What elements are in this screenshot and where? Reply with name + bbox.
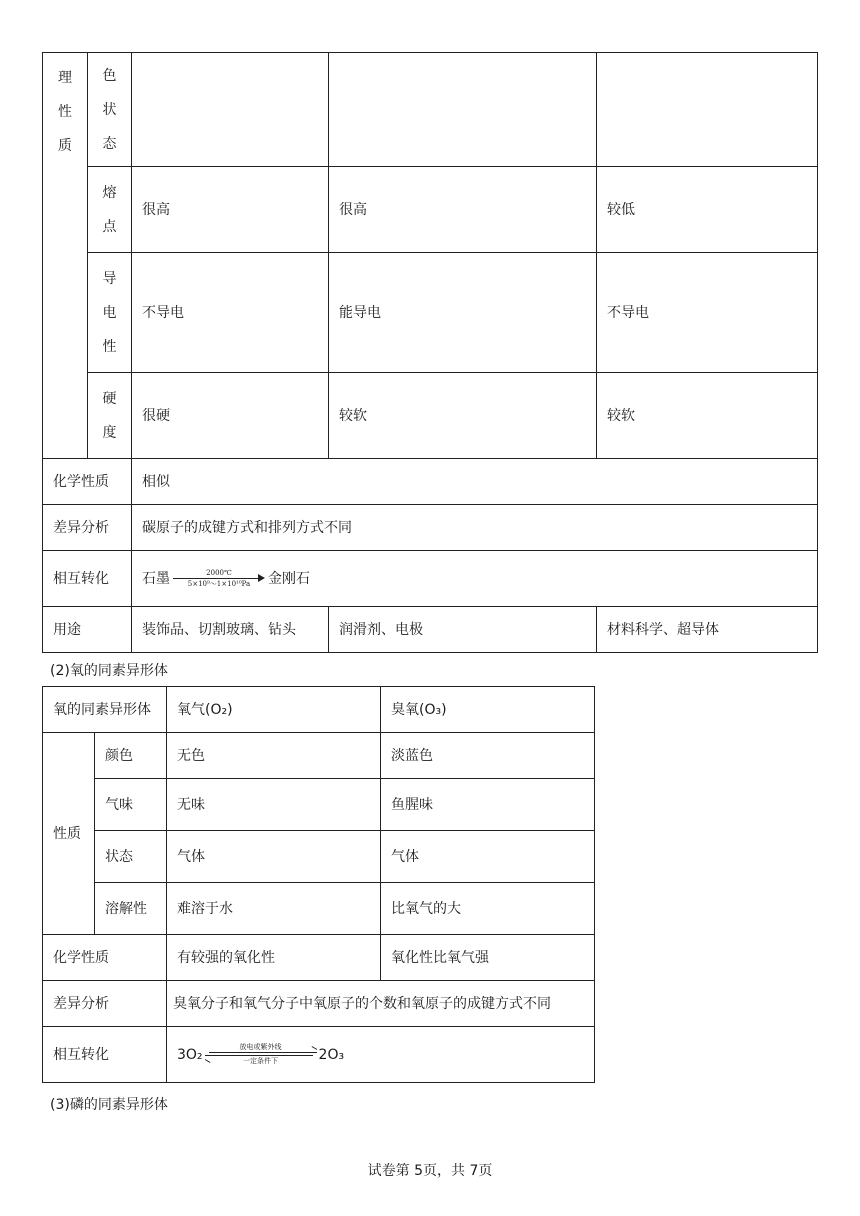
condition-top: 2000℃ [206, 568, 232, 577]
row-label: 用途 [43, 607, 132, 653]
property-label: 性质 [43, 733, 95, 935]
table-row [43, 505, 818, 551]
table-cell: 较低 [597, 167, 818, 253]
attr-cell: 硬度 [88, 373, 132, 459]
table-cell: 很高 [329, 167, 597, 253]
equilibrium-arrow-icon [205, 1052, 317, 1057]
table-cell: 不导电 [597, 253, 818, 373]
table-cell: 很高 [132, 167, 329, 253]
table-row [43, 551, 818, 607]
table-cell: 装饰品、切割玻璃、钻头 [132, 607, 329, 653]
table-row [43, 459, 818, 505]
table-row [43, 687, 595, 733]
oxygen-allotrope-table [42, 686, 595, 1083]
reactant: 3O₂ [177, 1046, 203, 1063]
table-row [43, 373, 818, 459]
table-cell: 润滑剂、电极 [329, 607, 597, 653]
table-cell: 无色 [167, 733, 381, 779]
table-cell: 气体 [381, 831, 595, 883]
table-cell: 淡蓝色 [381, 733, 595, 779]
table-cell: 难溶于水 [167, 883, 381, 935]
table-cell [132, 53, 329, 167]
table-cell: 气体 [167, 831, 381, 883]
attr-cell: 熔点 [88, 167, 132, 253]
table-cell: 氧化性比氧气强 [381, 935, 595, 981]
attr-cell: 气味 [95, 779, 167, 831]
row-label: 差异分析 [43, 505, 132, 551]
table-cell: 碳原子的成键方式和排列方式不同 [132, 505, 818, 551]
table-row [43, 779, 595, 831]
row-label: 相互转化 [43, 551, 132, 607]
table-row [43, 1027, 595, 1083]
page-footer: 试卷第 5页，共 7页 [367, 1163, 493, 1179]
table-row [43, 883, 595, 935]
carbon-allotrope-table [42, 52, 818, 653]
conversion-cell [132, 551, 818, 607]
table-cell: 较软 [329, 373, 597, 459]
product: 2O₃ [318, 1046, 345, 1063]
condition-bottom: 5×10⁹～1×10¹⁰Pa [187, 579, 251, 588]
arrow-right-icon [173, 578, 265, 580]
attr-cell: 状态 [95, 831, 167, 883]
header-cell: 氧的同素异形体 [43, 687, 167, 733]
table-cell: 比氧气的大 [381, 883, 595, 935]
condition-top: 放电或紫外线 [239, 1043, 282, 1051]
row-label: 差异分析 [43, 981, 167, 1027]
table-row [43, 253, 818, 373]
table-row [43, 981, 595, 1027]
row-label: 化学性质 [43, 459, 132, 505]
table-row [43, 53, 818, 167]
physical-property-label: 理性质 [43, 53, 88, 459]
table-cell: 较软 [597, 373, 818, 459]
table-cell: 有较强的氧化性 [167, 935, 381, 981]
condition-bottom: 一定条件下 [243, 1057, 279, 1065]
table-cell: 能导电 [329, 253, 597, 373]
attr-cell: 导电性 [88, 253, 132, 373]
table-cell: 很硬 [132, 373, 329, 459]
table-row [43, 831, 595, 883]
graphite-diamond-equation [142, 569, 310, 589]
phosphorus-section-heading: (3)磷的同素异形体 [50, 1097, 168, 1113]
table-cell: 无味 [167, 779, 381, 831]
product: 金刚石 [268, 570, 310, 587]
conversion-cell [167, 1027, 595, 1083]
row-label: 相互转化 [43, 1027, 167, 1083]
attr-cell: 颜色 [95, 733, 167, 779]
oxygen-section-heading: (2)氧的同素异形体 [50, 663, 168, 679]
table-row [43, 733, 595, 779]
table-cell: 臭氧分子和氧气分子中氧原子的个数和氧原子的成键方式不同 [167, 981, 595, 1027]
table-cell: 材料科学、超导体 [597, 607, 818, 653]
table-cell [597, 53, 818, 167]
row-label: 化学性质 [43, 935, 167, 981]
reaction-arrow [173, 569, 265, 589]
ozone-equation [177, 1043, 344, 1066]
header-cell: 臭氧(O₃) [381, 687, 595, 733]
table-row [43, 935, 595, 981]
attr-cell: 溶解性 [95, 883, 167, 935]
table-cell [329, 53, 597, 167]
header-cell: 氧气(O₂) [167, 687, 381, 733]
table-row [43, 167, 818, 253]
attr-cell: 色状态 [88, 53, 132, 167]
equilibrium-arrow [205, 1043, 317, 1066]
table-cell: 鱼腥味 [381, 779, 595, 831]
table-cell: 相似 [132, 459, 818, 505]
reactant: 石墨 [142, 570, 170, 587]
table-row [43, 607, 818, 653]
table-cell: 不导电 [132, 253, 329, 373]
